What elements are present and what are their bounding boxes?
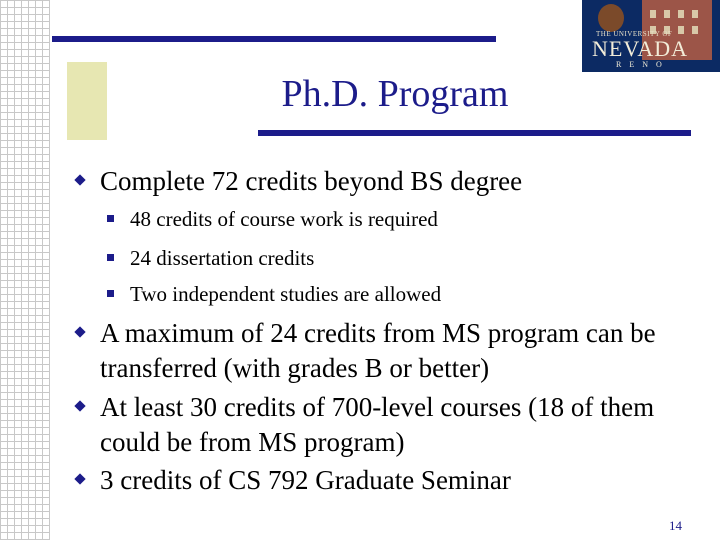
logo-window <box>664 10 670 18</box>
diamond-bullet-icon <box>74 174 85 185</box>
bullet-text-line2: transferred (with grades B or better) <box>100 353 490 383</box>
sub-bullet-text: Two independent studies are allowed <box>130 282 442 306</box>
bullet-text-line1: A maximum of 24 credits from MS program can be <box>100 318 656 348</box>
logo-person <box>598 4 624 32</box>
bullet-item <box>96 390 700 460</box>
title-rule-top <box>52 36 496 42</box>
bullet-item <box>96 164 700 199</box>
slide-title: Ph.D. Program <box>281 73 509 115</box>
bullet-text-line1: At least 30 credits of 700-level courses (18 of them <box>100 392 655 422</box>
logo-window <box>678 26 684 34</box>
bullet-item <box>96 316 700 386</box>
diamond-bullet-icon <box>74 473 85 484</box>
square-bullet-icon <box>107 254 114 261</box>
diamond-bullet-icon <box>74 400 85 411</box>
logo-sub-text: RENO <box>616 60 670 69</box>
title-rule-bottom <box>258 130 691 136</box>
sub-bullet-item <box>130 244 314 272</box>
university-logo <box>582 0 720 72</box>
sub-bullet-text: 48 credits of course work is required <box>130 207 438 231</box>
bullet-text: Complete 72 credits beyond BS degree <box>100 166 523 196</box>
diamond-bullet-icon <box>74 326 85 337</box>
logo-big-text: NEVADA <box>592 36 689 61</box>
logo-window <box>650 10 656 18</box>
title-accent-block <box>67 62 107 140</box>
logo-small-text: THE UNIVERSITY OF <box>596 30 673 38</box>
page-number: 14 <box>669 518 682 533</box>
square-bullet-icon <box>107 215 114 222</box>
logo-window <box>692 26 698 34</box>
sub-bullet-text: 24 dissertation credits <box>130 246 315 270</box>
logo-window <box>692 10 698 18</box>
bullet-item <box>96 463 700 498</box>
bullet-text-line2: could be from MS program) <box>100 427 405 457</box>
bullet-text: 3 credits of CS 792 Graduate Seminar <box>100 465 511 495</box>
sub-bullet-item <box>130 205 438 233</box>
sub-bullet-item <box>130 280 441 308</box>
square-bullet-icon <box>107 290 114 297</box>
decorative-grid <box>0 0 50 540</box>
logo-window <box>678 10 684 18</box>
